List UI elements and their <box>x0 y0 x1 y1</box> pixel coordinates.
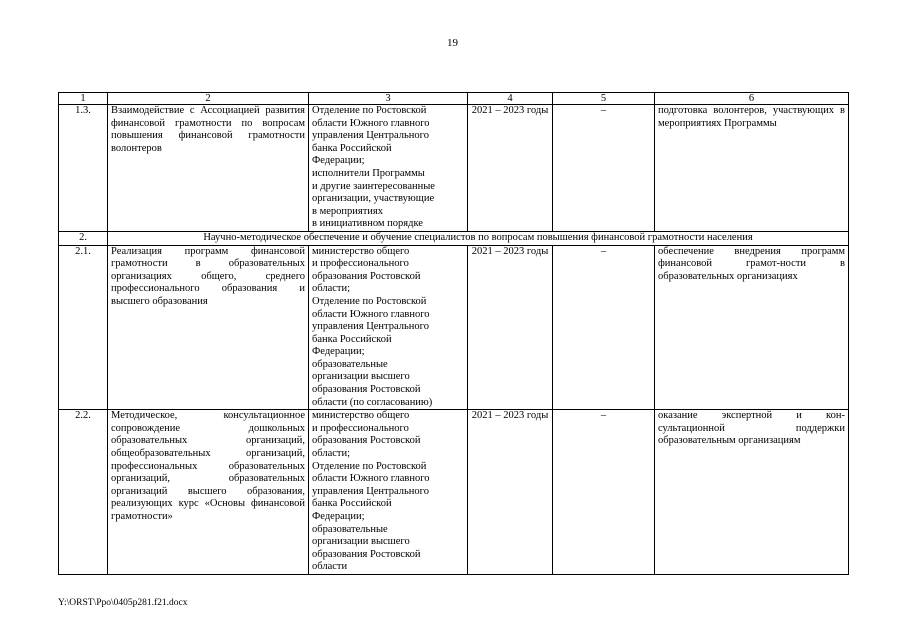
executor-line: исполнители Программы <box>312 167 425 179</box>
executor-line: и профессионального <box>312 258 409 270</box>
measures-table <box>58 92 849 575</box>
executor-line: банка Российской <box>312 333 392 345</box>
executor-line: Отделение по Ростовской <box>312 105 427 116</box>
table-row <box>59 105 849 232</box>
executor-line: управления Центрального <box>312 321 429 333</box>
executor-line: образования Ростовской <box>312 270 421 282</box>
executors-cell <box>309 410 468 575</box>
executor-line: банка Российской <box>312 142 392 154</box>
period-cell: 2021 – 2023 годы <box>468 105 553 232</box>
executor-line: области <box>312 561 348 573</box>
header-cell: 1 <box>59 93 108 105</box>
executor-line: области (по согласованию) <box>312 396 433 408</box>
executor-line: Отделение по Ростовской <box>312 295 427 307</box>
executor-line: и другие заинтересованные <box>312 180 435 192</box>
executor-line: области Южного главного <box>312 473 430 485</box>
header-cell: 4 <box>468 93 553 105</box>
column5-cell: – <box>553 245 655 410</box>
executor-line: образования Ростовской <box>312 435 421 447</box>
executor-line: Федерации; <box>312 346 365 358</box>
row-number: 2.2. <box>59 410 108 575</box>
executor-line: управления Центрального <box>312 485 429 497</box>
row-number: 2.1. <box>59 245 108 410</box>
executor-line: области; <box>312 283 351 295</box>
table-header-row <box>59 93 849 105</box>
executor-line: образовательные <box>312 523 388 535</box>
column5-cell: – <box>553 105 655 232</box>
header-cell: 2 <box>108 93 309 105</box>
result-cell: обеспечение внедрения программ финансовой грамот-ности в образовательных организациях <box>655 245 849 410</box>
executors-cell <box>309 105 468 232</box>
executor-line: Федерации; <box>312 155 365 167</box>
section-title: Научно-методическое обеспечение и обучение специалистов по вопросам повышения финансовой грамотности населения <box>108 231 849 245</box>
executor-line: области Южного главного <box>312 308 430 320</box>
executor-line: банка Российской <box>312 498 392 510</box>
table-row <box>59 245 849 410</box>
activity-cell: Реализация программ финансовой грамотности в образовательных организациях общего, среднего профессионального образования и высшего образования <box>108 245 309 410</box>
executor-line: области Южного главного <box>312 117 430 129</box>
file-path-footer: Y:\ORST\Ppo\0405p281.f21.docx <box>58 598 188 608</box>
result-cell: оказание экспертной и кон-сультационной поддержки образовательным организациям <box>655 410 849 575</box>
column5-cell: – <box>553 410 655 575</box>
section-row <box>59 231 849 245</box>
activity-cell: Методическое, консультационное сопровождение дошкольных образовательных организаций, общеобразовательных организаций, профессиональных образовательных организаций, образовательных организаций высшего образования, реализующих курс «Основы финансовой грамотности» <box>108 410 309 575</box>
activity-cell: Взаимодействие с Ассоциацией развития финансовой грамотности по вопросам повышения финансовой грамотности волонтеров <box>108 105 309 232</box>
executor-line: в инициативном порядке <box>312 218 423 230</box>
executor-line: министерство общего <box>312 410 410 422</box>
result-cell: подготовка волонтеров, участвующих в мероприятиях Программы <box>655 105 849 232</box>
executor-line: организации высшего <box>312 371 410 383</box>
executor-line: и профессионального <box>312 422 409 434</box>
period-cell: 2021 – 2023 годы <box>468 410 553 575</box>
executor-line: области; <box>312 448 351 460</box>
period-cell: 2021 – 2023 годы <box>468 245 553 410</box>
table-row <box>59 410 849 575</box>
row-number: 1.3. <box>59 105 108 232</box>
executor-line: образовательные <box>312 358 388 370</box>
header-cell: 5 <box>553 93 655 105</box>
header-cell: 6 <box>655 93 849 105</box>
executor-line: организации, участвующие <box>312 193 435 205</box>
section-number: 2. <box>59 231 108 245</box>
header-cell: 3 <box>309 93 468 105</box>
executor-line: в мероприятиях <box>312 205 383 217</box>
executor-line: министерство общего <box>312 245 410 257</box>
executor-line: образования Ростовской <box>312 384 421 396</box>
executor-line: Отделение по Ростовской <box>312 460 427 472</box>
executor-line: организации высшего <box>312 536 410 548</box>
executors-cell <box>309 245 468 410</box>
page-number: 19 <box>447 37 458 49</box>
executor-line: образования Ростовской <box>312 548 421 560</box>
executor-line: управления Центрального <box>312 130 429 142</box>
executor-line: Федерации; <box>312 511 365 522</box>
